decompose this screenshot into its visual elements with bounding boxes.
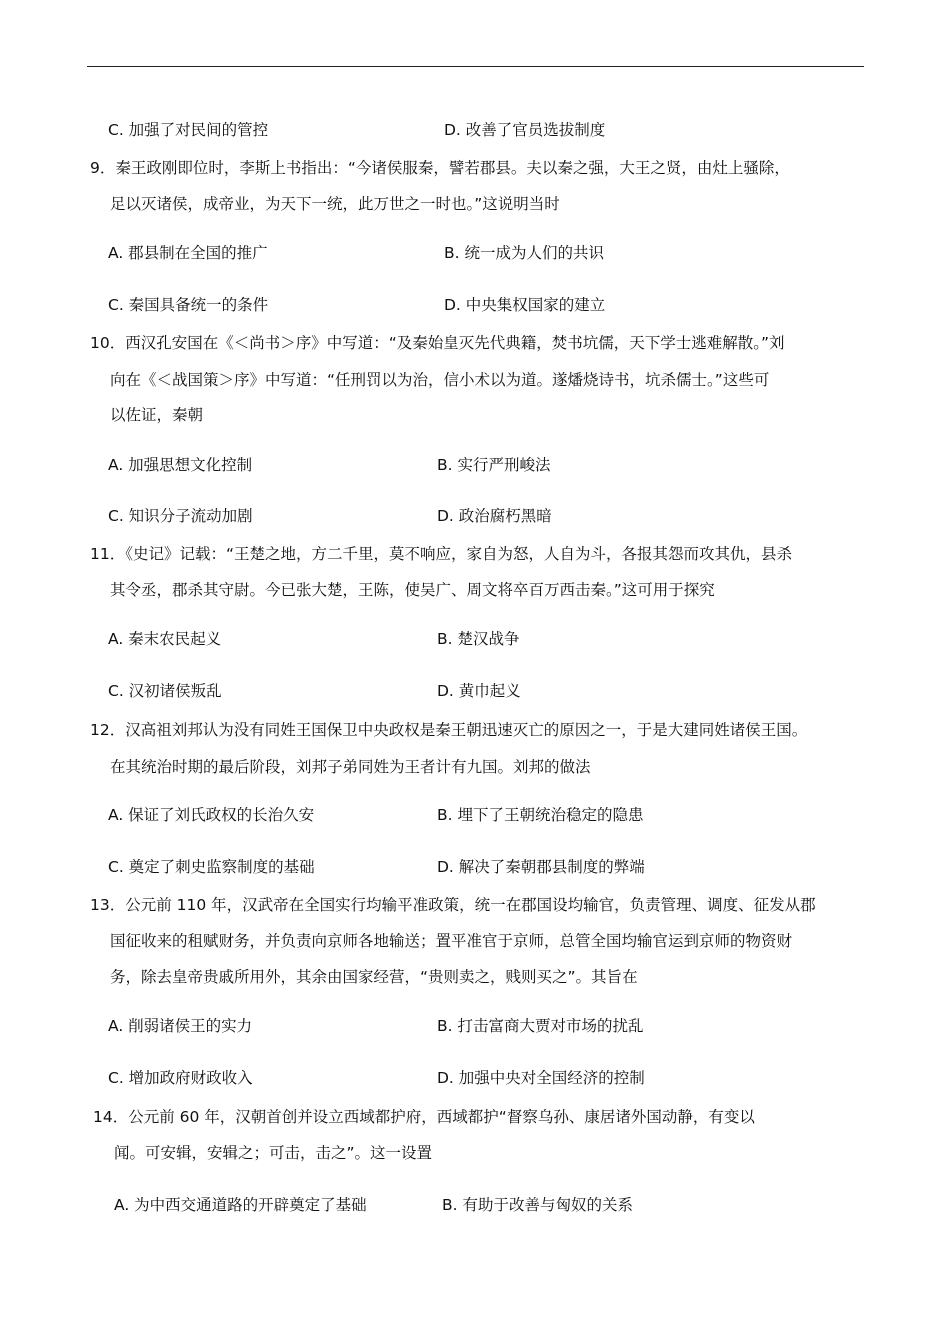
option-c: C. 加强了对民间的管控 [108, 121, 269, 139]
question-text: 在其统治时期的最后阶段，刘邦子弟同姓为王者计有九国。刘邦的做法 [110, 758, 591, 776]
option-c: C. 奠定了刺史监察制度的基础 [108, 858, 315, 876]
question-text: 12．汉高祖刘邦认为没有同姓王国保卫中央政权是秦王朝迅速灭亡的原因之一，于是大建同姓诸侯王国。 [90, 721, 808, 739]
option-b: B. 统一成为人们的共识 [444, 244, 604, 262]
option-b: B. 楚汉战争 [437, 630, 520, 648]
question-text: 以佐证，秦朝 [110, 406, 204, 424]
question-text: 14．公元前 60 年，汉朝首创并设立西域都护府，西域都护“督察乌孙、康居诸外国动静，有变以 [93, 1108, 755, 1126]
question-text: 务，除去皇帝贵戚所用外，其余由国家经营，“贵则卖之，贱则买之”。其旨在 [110, 968, 638, 986]
question-text: 足以灭诸侯，成帝业，为天下一统，此万世之一时也。”这说明当时 [110, 195, 560, 213]
option-b: B. 有助于改善与匈奴的关系 [442, 1196, 633, 1214]
option-a: A. 郡县制在全国的推广 [108, 244, 268, 262]
option-a: A. 为中西交通道路的开辟奠定了基础 [114, 1196, 367, 1214]
option-c: C. 秦国具备统一的条件 [108, 296, 269, 314]
option-d: D. 解决了秦朝郡县制度的弊端 [437, 858, 645, 876]
question-text: 其令丞，郡杀其守尉。今已张大楚，王陈，使吴广、周文将卒百万西击秦。”这可用于探究 [110, 581, 715, 599]
option-c: C. 增加政府财政收入 [108, 1069, 253, 1087]
option-b: B. 埋下了王朝统治稳定的隐患 [437, 806, 644, 824]
question-text: 11．《史记》记载：“王楚之地，方二千里，莫不响应，家自为怒，人自为斗，各报其怨而攻其仇，县杀 [90, 545, 793, 563]
header-rule [87, 66, 864, 67]
question-text: 13．公元前 110 年，汉武帝在全国实行均输平准政策，统一在郡国设均输官，负责管理、调度、征发从郡 [90, 896, 816, 914]
option-d: D. 黄巾起义 [437, 682, 521, 700]
question-text: 9．秦王政刚即位时，李斯上书指出：“今诸侯服秦，譬若郡县。夫以秦之强，大王之贤，由灶上骚除， [90, 159, 790, 177]
option-a: A. 秦末农民起义 [108, 630, 222, 648]
option-a: A. 保证了刘氏政权的长治久安 [108, 806, 315, 824]
option-a: A. 削弱诸侯王的实力 [108, 1017, 253, 1035]
question-text: 闻。可安辑，安辑之；可击，击之”。这一设置 [114, 1144, 433, 1162]
option-d: D. 政治腐朽黑暗 [437, 507, 552, 525]
option-a: A. 加强思想文化控制 [108, 456, 253, 474]
option-b: B. 打击富商大贾对市场的扰乱 [437, 1017, 644, 1035]
option-c: C. 汉初诸侯叛乱 [108, 682, 222, 700]
question-text: 向在《＜战国策＞序》中写道：“任刑罚以为治，信小术以为道。遂燔烧诗书，坑杀儒士。”这些可 [110, 371, 770, 389]
option-d: D. 中央集权国家的建立 [444, 296, 606, 314]
option-d: D. 改善了官员选拔制度 [444, 121, 606, 139]
option-d: D. 加强中央对全国经济的控制 [437, 1069, 645, 1087]
option-b: B. 实行严刑峻法 [437, 456, 551, 474]
option-c: C. 知识分子流动加剧 [108, 507, 253, 525]
question-text: 10．西汉孔安国在《＜尚书＞序》中写道：“及秦始皇灭先代典籍，焚书坑儒，天下学士逃难解散。”刘 [90, 334, 785, 352]
question-text: 国征收来的租赋财务，并负责向京师各地输送；置平准官于京师，总管全国均输官运到京师的物资财 [110, 932, 793, 950]
